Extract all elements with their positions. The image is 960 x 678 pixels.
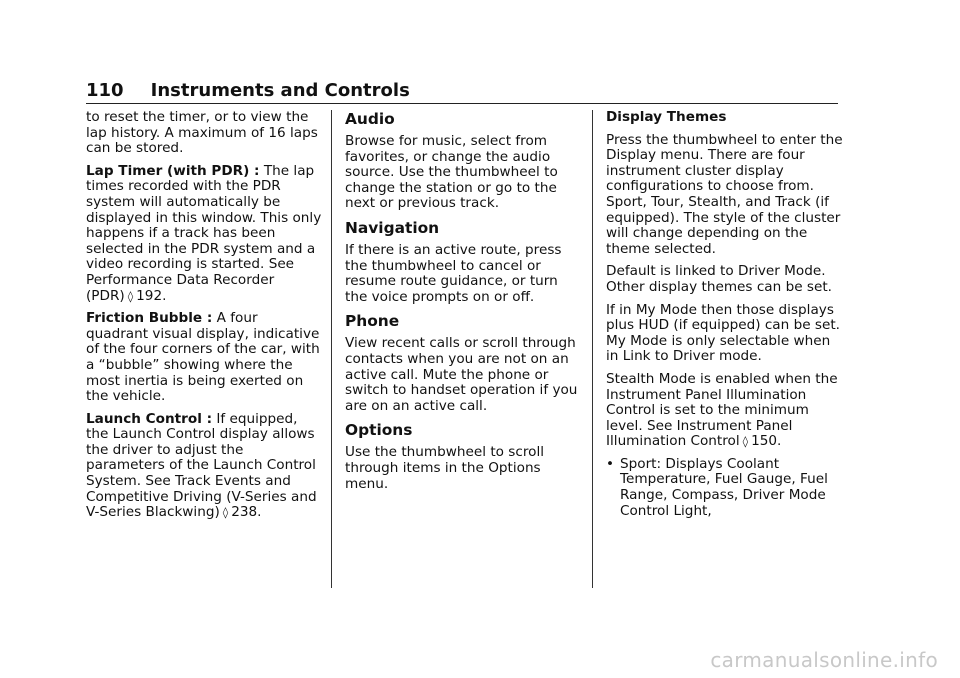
navigation-heading: Navigation bbox=[345, 218, 440, 237]
page-reference-icon: ◊ bbox=[742, 435, 749, 449]
column-divider bbox=[331, 110, 332, 588]
lap-timer-paragraph bbox=[86, 164, 322, 304]
page-reference-icon: ◊ bbox=[127, 289, 134, 303]
options-heading: Options bbox=[345, 421, 413, 440]
display-themes-heading: Display Themes bbox=[606, 109, 727, 125]
column-divider bbox=[592, 110, 593, 588]
theme-list bbox=[606, 457, 846, 519]
my-mode-text: If in My Mode then those displays plus HUD (if equipped) can be set. My Mode is only selectable when in Link to Driver mode. bbox=[606, 301, 840, 365]
launch-control-term: Launch Control : bbox=[86, 410, 213, 427]
section-title: Instruments and Controls bbox=[150, 80, 410, 101]
page-header bbox=[86, 80, 838, 104]
phone-text: View recent calls or scroll through contacts when you are not on an active call. Mute the phone or switch to handset operation if you are on an active call. bbox=[345, 335, 578, 414]
friction-bubble-text: A four quadrant visual display, indicative of the four corners of the car, with a “bubble” showing where the most inertia is being exerted on the vehicle. bbox=[86, 310, 320, 405]
navigation-text: If there is an active route, press the thumbwheel to cancel or resume route guidance, or turn the voice prompts on or off. bbox=[345, 241, 562, 305]
launch-control-paragraph bbox=[86, 412, 322, 521]
paragraph-continued: to reset the timer, or to view the lap history. A maximum of 16 laps can be stored. bbox=[86, 109, 318, 157]
lap-timer-text: The lap times recorded with the PDR system will automatically be displayed in this window. This only happens if a track has been selected in the PDR system and a video recording is started. See Performance Data Recorder (PDR) bbox=[86, 162, 322, 304]
stealth-mode-paragraph bbox=[606, 372, 846, 450]
page-reference-icon: ◊ bbox=[222, 506, 229, 520]
column-3 bbox=[606, 110, 846, 519]
column-1 bbox=[86, 110, 322, 528]
lap-timer-ref[interactable]: 192. bbox=[136, 287, 167, 304]
launch-control-ref[interactable]: 238. bbox=[231, 504, 262, 521]
audio-text: Browse for music, select from favorites, or change the audio source. Use the thumbwheel to change the station or go to the next or previous track. bbox=[345, 133, 558, 212]
display-themes-text: Press the thumbwheel to enter the Display menu. There are four instrument cluster display configurations to choose from. Sport, Tour, Stealth, and Track (if equipped). The style of the cluster will change depending on the theme selected. bbox=[606, 131, 843, 257]
watermark: carmanualsonline.info bbox=[710, 648, 938, 672]
list-item: • Sport: Displays Coolant Temperature, Fuel Gauge, Fuel Range, Compass, Driver Mode Control Light, bbox=[606, 457, 846, 519]
phone-heading: Phone bbox=[345, 312, 400, 331]
launch-control-text: If equipped, the Launch Control display allows the driver to adjust the parameters of the Launch Control System. See Track Events and Competitive Driving (V-Series and V-Series Blackwing) bbox=[86, 410, 317, 521]
column-2 bbox=[345, 110, 581, 499]
page-number: 110 bbox=[86, 80, 124, 101]
options-text: Use the thumbwheel to scroll through items in the Options menu. bbox=[345, 444, 545, 492]
friction-bubble-paragraph bbox=[86, 311, 322, 405]
stealth-mode-ref[interactable]: 150. bbox=[751, 433, 782, 450]
default-mode-text: Default is linked to Driver Mode. Other display themes can be set. bbox=[606, 263, 832, 295]
stealth-mode-text: Stealth Mode is enabled when the Instrument Panel Illumination Control is set to the minimum level. See Instrument Panel Illumination Control bbox=[606, 370, 838, 450]
lap-timer-term: Lap Timer (with PDR) : bbox=[86, 162, 260, 179]
friction-bubble-term: Friction Bubble : bbox=[86, 310, 213, 327]
audio-heading: Audio bbox=[345, 110, 395, 128]
